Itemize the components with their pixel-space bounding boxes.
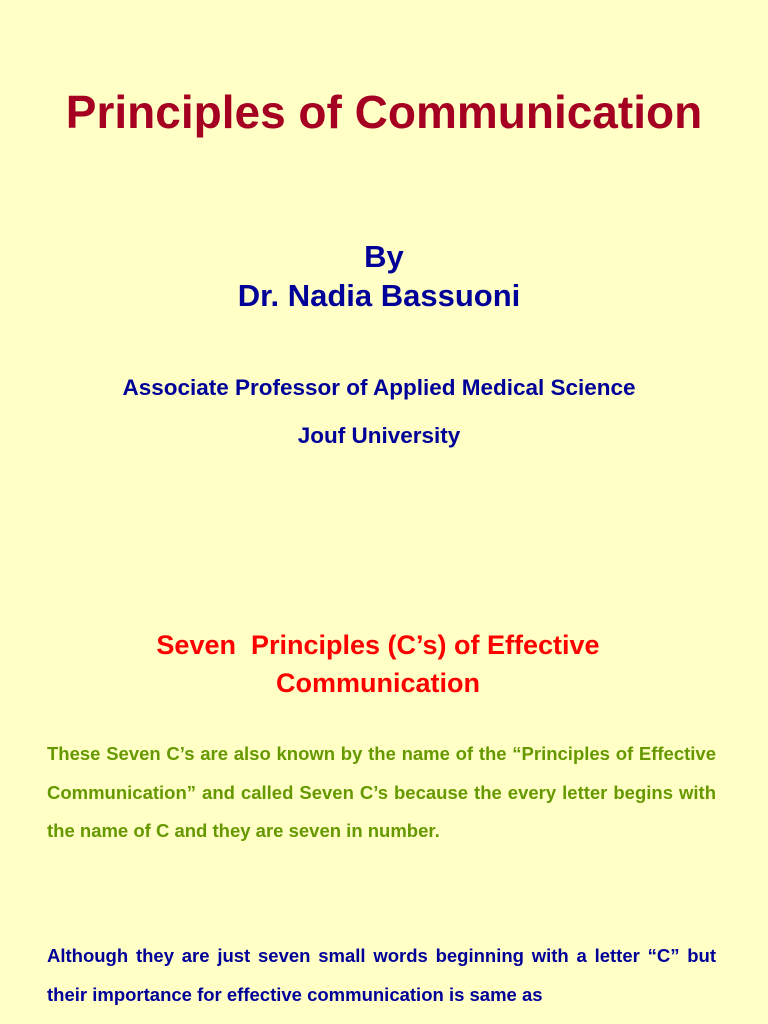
- section-heading: Seven Principles (C’s) of Effective Communication: [156, 630, 608, 698]
- paragraph-intro: These Seven C’s are also known by the name of the “Principles of Effective Communication” and called Seven C’s because the every letter begins with the name of C and they are seven in number.: [47, 743, 716, 841]
- paragraph-importance: Although they are just seven small words beginning with a letter “C” but their importance for effective communication is same as: [47, 945, 716, 1005]
- byline-label: By: [364, 239, 404, 274]
- page-title: Principles of Communication: [65, 86, 703, 138]
- author-name: Dr. Nadia Bassuoni: [237, 278, 521, 313]
- author-position: Associate Professor of Applied Medical Science: [122, 375, 636, 400]
- author-university: Jouf University: [297, 423, 461, 448]
